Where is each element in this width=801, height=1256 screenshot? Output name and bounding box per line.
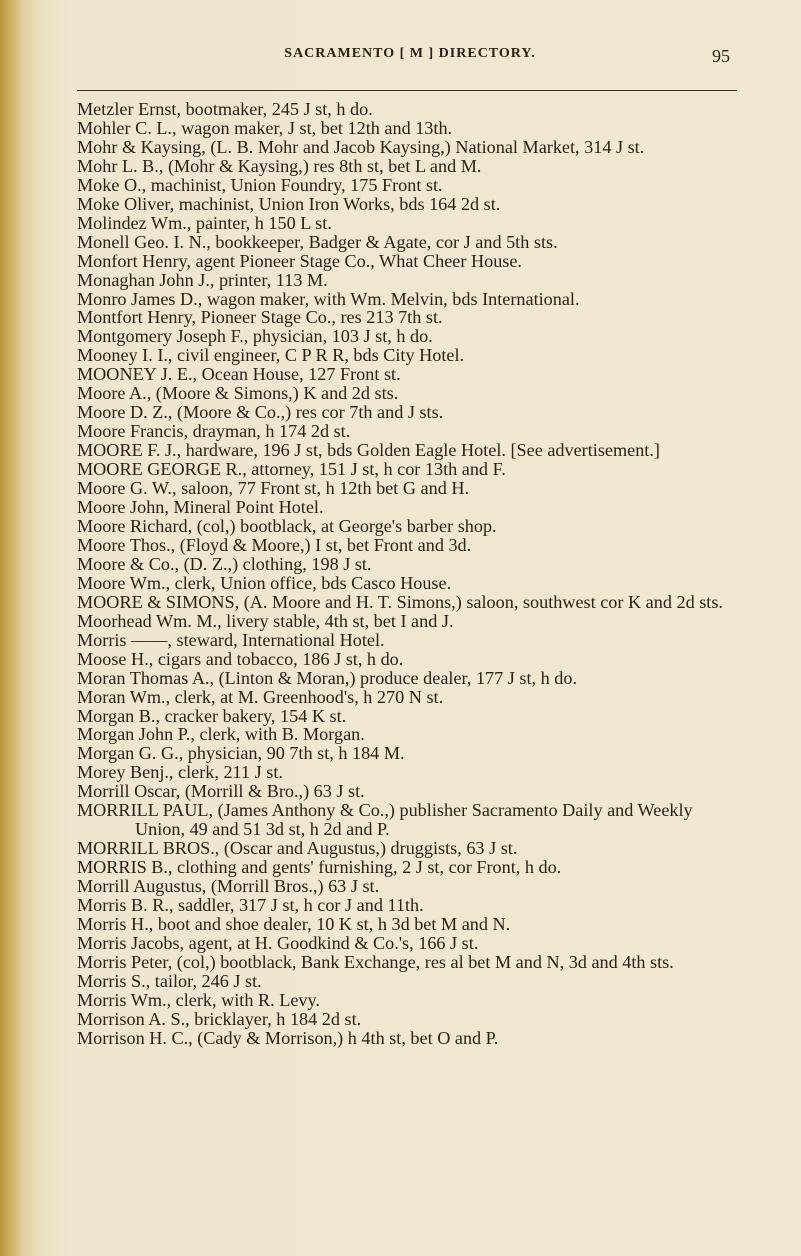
directory-entry: Morris S., tailor, 246 J st. xyxy=(77,970,262,991)
directory-entry: Morrill Augustus, (Morrill Bros.,) 63 J st. xyxy=(77,876,380,897)
directory-entry: Morgan B., cracker bakery, 154 K st. xyxy=(77,705,347,726)
directory-entry: Morris B. R., saddler, 317 J st, h cor J and 11th. xyxy=(77,895,424,916)
directory-entry: Moore Francis, drayman, h 174 2d st. xyxy=(77,421,351,442)
directory-entry: MORRIS B., clothing and gents' furnishing, 2 J st, cor Front, h do. xyxy=(77,857,562,878)
directory-entry: MOORE GEORGE R., attorney, 151 J st, h cor 13th and F. xyxy=(77,459,506,480)
directory-entry: Morris Peter, (col,) bootblack, Bank Exchange, res al bet M and N, 3d and 4th sts. xyxy=(77,951,674,972)
directory-entry: Morris ——, steward, International Hotel. xyxy=(77,629,385,650)
directory-entry: Moore A., (Moore & Simons,) K and 2d sts. xyxy=(77,383,399,404)
directory-entry: Morrison H. C., (Cady & Morrison,) h 4th st, bet O and P. xyxy=(77,1027,499,1048)
header-rule xyxy=(77,90,737,91)
directory-entry: Moore Wm., clerk, Union office, bds Casco House. xyxy=(77,572,452,593)
directory-entry: Monell Geo. I. N., bookkeeper, Badger & Agate, cor J and 5th sts. xyxy=(77,231,558,252)
directory-entry: Moose H., cigars and tobacco, 186 J st, h do. xyxy=(77,648,404,669)
directory-entry: Moke O., machinist, Union Foundry, 175 Front st. xyxy=(77,174,443,195)
directory-entry: Mohr & Kaysing, (L. B. Mohr and Jacob Kaysing,) National Market, 314 J st. xyxy=(77,136,645,157)
directory-entry: Morris H., boot and shoe dealer, 10 K st, h 3d bet M and N. xyxy=(77,913,511,934)
directory-entry: MOORE F. J., hardware, 196 J st, bds Golden Eagle Hotel. [See advertisement.] xyxy=(77,440,660,461)
directory-entry: MORRILL BROS., (Oscar and Augustus,) druggists, 63 J st. xyxy=(77,838,518,859)
directory-entry: Morris Jacobs, agent, at H. Goodkind & Co.'s, 166 J st. xyxy=(77,932,479,953)
directory-entry: Morey Benj., clerk, 211 J st. xyxy=(77,762,283,783)
directory-entry: Mooney I. I., civil engineer, C P R R, bds City Hotel. xyxy=(77,345,465,366)
page-binding-edge xyxy=(0,0,22,1256)
directory-entry: Moore D. Z., (Moore & Co.,) res cor 7th and J sts. xyxy=(77,402,444,423)
directory-entry: Morrill Oscar, (Morrill & Bro.,) 63 J st. xyxy=(77,781,365,802)
directory-entry: Moran Wm., clerk, at M. Greenhood's, h 270 N st. xyxy=(77,686,444,707)
directory-entry: Moore Thos., (Floyd & Moore,) I st, bet Front and 3d. xyxy=(77,534,472,555)
directory-entry: Moore & Co., (D. Z.,) clothing, 198 J st. xyxy=(77,553,372,574)
directory-entry: MOONEY J. E., Ocean House, 127 Front st. xyxy=(77,364,401,385)
directory-entry: Molindez Wm., painter, h 150 L st. xyxy=(77,212,332,233)
directory-entry: Monro James D., wagon maker, with Wm. Melvin, bds International. xyxy=(77,288,580,309)
directory-entry: Morgan G. G., physician, 90 7th st, h 184 M. xyxy=(77,743,405,764)
directory-entry: Moore Richard, (col,) bootblack, at George's barber shop. xyxy=(77,515,497,536)
directory-entry: Moke Oliver, machinist, Union Iron Works, bds 164 2d st. xyxy=(77,193,501,214)
directory-entry: Morris Wm., clerk, with R. Levy. xyxy=(77,989,320,1010)
directory-entry: Moorhead Wm. M., livery stable, 4th st, bet I and J. xyxy=(77,610,454,631)
directory-entry: Moore John, Mineral Point Hotel. xyxy=(77,497,324,518)
page-header xyxy=(0,44,801,74)
directory-entry: Monaghan John J., printer, 113 M. xyxy=(77,269,328,290)
directory-entry: Morrison A. S., bricklayer, h 184 2d st. xyxy=(77,1008,362,1029)
directory-entry: Monfort Henry, agent Pioneer Stage Co., What Cheer House. xyxy=(77,250,522,271)
directory-entry: MORRILL PAUL, (James Anthony & Co.,) publisher Sacramento Daily and Weekly Union, 49 and 51 3d st, h 2d and P. xyxy=(77,800,693,840)
directory-entry: Montfort Henry, Pioneer Stage Co., res 213 7th st. xyxy=(77,307,443,328)
directory-entry: Morgan John P., clerk, with B. Morgan. xyxy=(77,724,365,745)
directory-entry: Moran Thomas A., (Linton & Moran,) produce dealer, 177 J st, h do. xyxy=(77,667,578,688)
directory-entry: Montgomery Joseph F., physician, 103 J st, h do. xyxy=(77,326,433,347)
directory-entry: Metzler Ernst, bootmaker, 245 J st, h do. xyxy=(77,99,373,119)
directory-entry: Mohr L. B., (Mohr & Kaysing,) res 8th st, bet L and M. xyxy=(77,155,482,176)
directory-entry: Mohler C. L., wagon maker, J st, bet 12th and 13th. xyxy=(77,117,453,138)
directory-entries xyxy=(77,100,742,1048)
directory-entry: MOORE & SIMONS, (A. Moore and H. T. Simons,) saloon, southwest cor K and 2d sts. xyxy=(77,591,723,612)
directory-entry: Moore G. W., saloon, 77 Front st, h 12th bet G and H. xyxy=(77,478,470,499)
running-head: SACRAMENTO [ M ] DIRECTORY. xyxy=(284,46,536,61)
page-number: 95 xyxy=(712,46,730,66)
